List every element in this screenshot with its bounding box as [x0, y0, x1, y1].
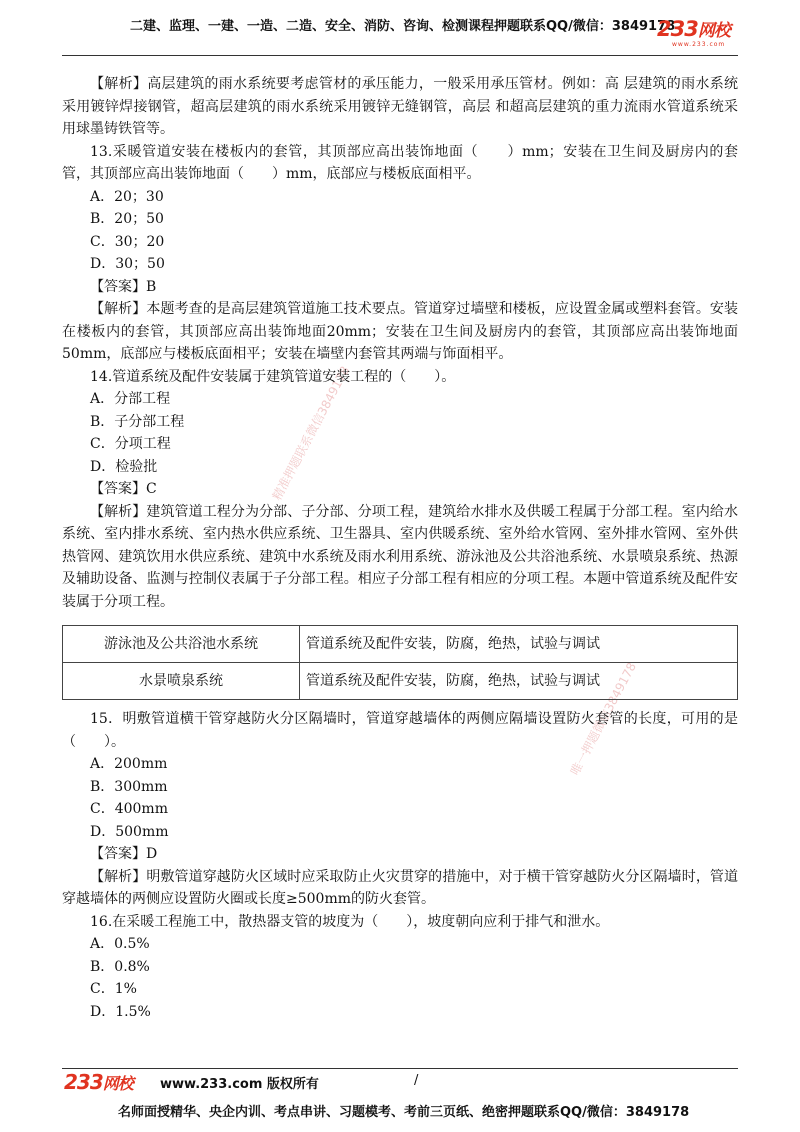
footer-copyright: www.233.com 版权所有 [160, 1077, 319, 1092]
q13-option-c: C．30；20 [90, 233, 165, 250]
q12-explanation: 【解析】高层建筑的雨水系统要考虑管材的承压能力，一般采用承压管材。例如：高 层建筑的雨水系统采用镀锌焊接钢管，超高层建筑的雨水系统采用镀锌无缝钢管，高层 和超高层建筑的重力流雨水管道系统采用球墨铸铁管等。 [62, 76, 738, 137]
logo-subtext: www.233.com [672, 41, 726, 48]
q14-option-d: D．检验批 [90, 458, 158, 475]
q14-option-a: A．分部工程 [90, 391, 171, 407]
q13-option-d: D．30；50 [90, 256, 165, 272]
footer-logo-chinese: 网校 [102, 1074, 133, 1093]
footer-logo-number: 233 [64, 1070, 103, 1094]
q15-option-d: D．500mm [90, 823, 169, 840]
q16-option-c: C．1% [90, 981, 137, 997]
table-row [63, 626, 738, 663]
table-cell-items: 管道系统及配件安装，防腐，绝热，试验与调试 [300, 626, 738, 663]
watermark-2: 唯一押题微信3849178 [567, 660, 640, 778]
q15-option-b: B．300mm [90, 778, 168, 795]
footer-brand-logo [64, 1070, 133, 1094]
q13-answer: 【答案】B [90, 278, 157, 295]
table-cell-system: 水景喷泉系统 [63, 663, 300, 700]
footer-divider [62, 1068, 738, 1069]
subdivision-table [62, 625, 738, 700]
q14-option-b: B．子分部工程 [90, 413, 185, 430]
table-cell-items: 管道系统及配件安装，防腐，绝热，试验与调试 [300, 663, 738, 700]
q15-answer: 【答案】D [90, 846, 158, 862]
table-cell-system: 游泳池及公共浴池水系统 [63, 626, 300, 663]
q13-option-a: A．20；30 [90, 188, 164, 205]
q14-explanation: 【解析】建筑管道工程分为分部、子分部、分项工程，建筑给水排水及供暖工程属于分部工程。室内给水系统、室内排水系统、室内热水供应系统、卫生器具、室内供暖系统、室外给水管网、室外排水管网、室外供热管网、建筑饮用水供应系统、建筑中水系统及雨水利用系统、游泳池及公共浴池系统、水景喷泉系统、热源及辅助设备、监测与控制仪表属于子分部工程。相应子分部工程有相应的分项工程。本题中管道系统及配件安装属于分项工程。 [62, 503, 738, 610]
header-divider [62, 55, 738, 56]
q13-explanation: 【解析】本题考查的是高层建筑管道施工技术要点。管道穿过墙壁和楼板，应设置金属或塑料套管。安装在楼板内的套管，其顶部应高出装饰地面20mm；安装在卫生间及厨房内的套管，其顶部应高出装饰地面50mm，底部应与楼板底面相平；安装在墙壁内套管其两端与饰面相平。 [62, 301, 738, 362]
brand-logo [657, 16, 730, 41]
q14-answer: 【答案】C [90, 481, 157, 497]
q15-explanation: 【解析】明敷管道穿越防火区域时应采取防止火灾贯穿的措施中，对于横干管穿越防火分区隔墙时，管道穿越墙体的两侧应设置防火圈或长度≥500mm的防火套管。 [62, 868, 738, 907]
q15-option-a: A．200mm [90, 756, 168, 772]
q16-option-a: A．0.5% [90, 936, 150, 952]
table-row [63, 663, 738, 700]
q16-option-b: B．0.8% [90, 958, 150, 975]
q13-option-b: B．20；50 [90, 211, 164, 227]
q14-option-c: C．分项工程 [90, 436, 171, 452]
q16-stem: 16.在采暖工程施工中，散热器支管的坡度为（ ），坡度朝向应利于排气和泄水。 [90, 913, 610, 930]
q15-stem: 15．明敷管道横干管穿越防火分区隔墙时，管道穿越墙体的两侧应隔墙设置防火套管的长度，可用的是（ ）。 [62, 711, 738, 750]
footer-separator: / [414, 1073, 419, 1088]
header-contact-text: 二建、监理、一建、一造、二造、安全、消防、咨询、检测课程押题联系QQ/微信：3849178 [130, 19, 676, 34]
q15-option-c: C．400mm [90, 801, 168, 817]
footer-promo-text: 名师面授精华、央企内训、考点串讲、习题模考、考前三页纸、绝密押题联系QQ/微信：3849178 [118, 1105, 690, 1120]
logo-number: 233 [657, 17, 698, 41]
q13-stem: 13.采暖管道安装在楼板内的套管，其顶部应高出装饰地面（ ）mm；安装在卫生间及厨房内的套管，其顶部应高出装饰地面（ ）mm，底部应与楼板底面相平。 [62, 143, 738, 182]
q14-stem: 14.管道系统及配件安装属于建筑管道安装工程的（ ）。 [90, 368, 456, 385]
logo-chinese: 网校 [697, 21, 730, 41]
watermark-1: 精准押题联系微信3849178 [269, 363, 353, 503]
document-body [62, 73, 738, 1023]
q16-option-d: D．1.5% [90, 1003, 151, 1020]
